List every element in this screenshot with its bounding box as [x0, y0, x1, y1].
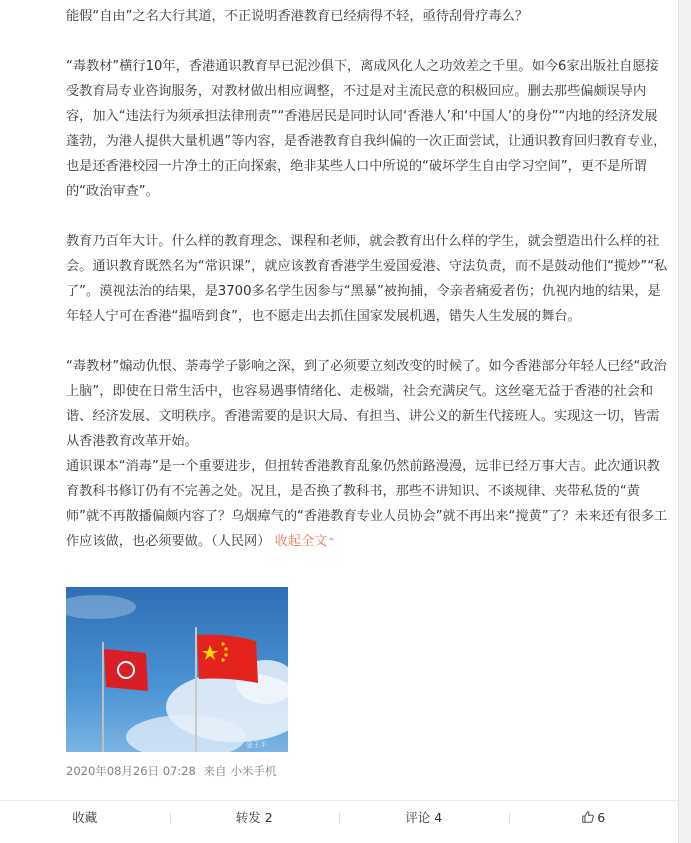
image-watermark: @王平	[246, 741, 267, 749]
favorite-button[interactable]	[0, 801, 170, 835]
source-prefix: 来自	[203, 764, 227, 778]
hong-kong-flag	[104, 649, 148, 691]
collapse-label: 收起全文	[274, 534, 328, 549]
post-timestamp[interactable]: 2020年08月26日 07:28	[66, 764, 196, 778]
comment-label: 评论 4	[405, 810, 443, 825]
flags-photo	[66, 587, 288, 752]
thumbs-up-icon	[581, 810, 595, 824]
favorite-label: 收藏	[72, 810, 98, 825]
flag-star-icon	[221, 642, 224, 645]
post-paragraph-2: “毒教材”横行10年，香港通识教育早已泥沙俱下，离成风化人之功效差之千里。如今6家出版社自愿接受教育局专业咨询服务，对教材做出相应调整，不过是对主流民意的积极回应。删去那些偏颇误导内容，加入“违法行为须承担法律刑责”“香港居民是同时认同‘香港人’和‘中国人’的身份”“内地的经济发展蓬勃，为港人提供大量机遇”等内容，是香港教育自我纠偏的一次正面尝试，让通识教育回归教育专业，也是还香港校园一片净土的正向探索，绝非某些人口中所说的“破坏学生自由学习空间”，更不是所谓的“政治审查”。	[66, 59, 667, 199]
comment-button[interactable]	[339, 801, 509, 835]
post-meta	[66, 763, 281, 779]
flag-star-icon	[221, 658, 224, 661]
post-source-link[interactable]: 小米手机	[230, 764, 277, 778]
post-paragraph-1: 能假“自由”之名大行其道，不正说明香港教育已经病得不轻，亟待刮骨疗毒么？	[66, 9, 529, 24]
post-action-bar	[0, 801, 678, 835]
chevron-up-icon: ⌃	[327, 537, 336, 548]
post-image[interactable]	[66, 587, 288, 752]
post-paragraph-5-text: 通识课本“消毒”是一个重要进步，但扭转香港教育乱象仍然前路漫漫，远非已经万事大吉。此次通识教育教科书修订仍有不完善之处。况且，是否换了教科书，那些不讲知识、不谈规律、夹带私货的“黄师”就不再散播偏颇内容了？乌烟瘴气的“香港教育专业人员协会”就不再出来“搅黄”了？未来还有很多工作应该做，也必须要做。（人民网）	[66, 459, 668, 549]
post-body	[66, 4, 670, 555]
post-paragraph-5	[66, 454, 670, 555]
repost-label: 转发 2	[235, 810, 273, 825]
flagpole	[195, 627, 197, 752]
like-count: 6	[597, 810, 606, 825]
flag-star-icon	[224, 653, 227, 656]
post-paragraph-3: 教育乃百年大计。什么样的教育理念、课程和老师，就会教育出什么样的学生，就会塑造出什么样的社会。通识教育既然名为“常识课”，就应该教育香港学生爱国爱港、守法负责，而不是鼓动他们“揽炒”“私了”。漠视法治的结果，是3700多名学生因参与“黑暴”被拘捕，令亲者痛爱者伤；仇视内地的结果，是年轻人宁可在香港“揾唔到食”，也不愿走出去抓住国家发展机遇，错失人生发展的舞台。	[66, 234, 668, 324]
flag-star-icon	[224, 647, 227, 650]
flagpole	[102, 642, 104, 752]
scrollbar[interactable]	[679, 0, 691, 843]
collapse-full-text-link[interactable]	[275, 534, 336, 549]
repost-button[interactable]	[170, 801, 340, 835]
post-paragraph-4: “毒教材”煽动仇恨、荼毒学子影响之深，到了必须要立刻改变的时候了。如今香港部分年轻人已经“政治上脑”，即使在日常生活中，也容易遇事情绪化、走极端，社会充满戾气。这丝毫无益于香港的社会和谐、经济发展、文明秩序。香港需要的是识大局、有担当、讲公义的新生代接班人。实现这一切，皆需从香港教育改革开始。	[66, 359, 667, 449]
like-button[interactable]	[509, 801, 679, 835]
